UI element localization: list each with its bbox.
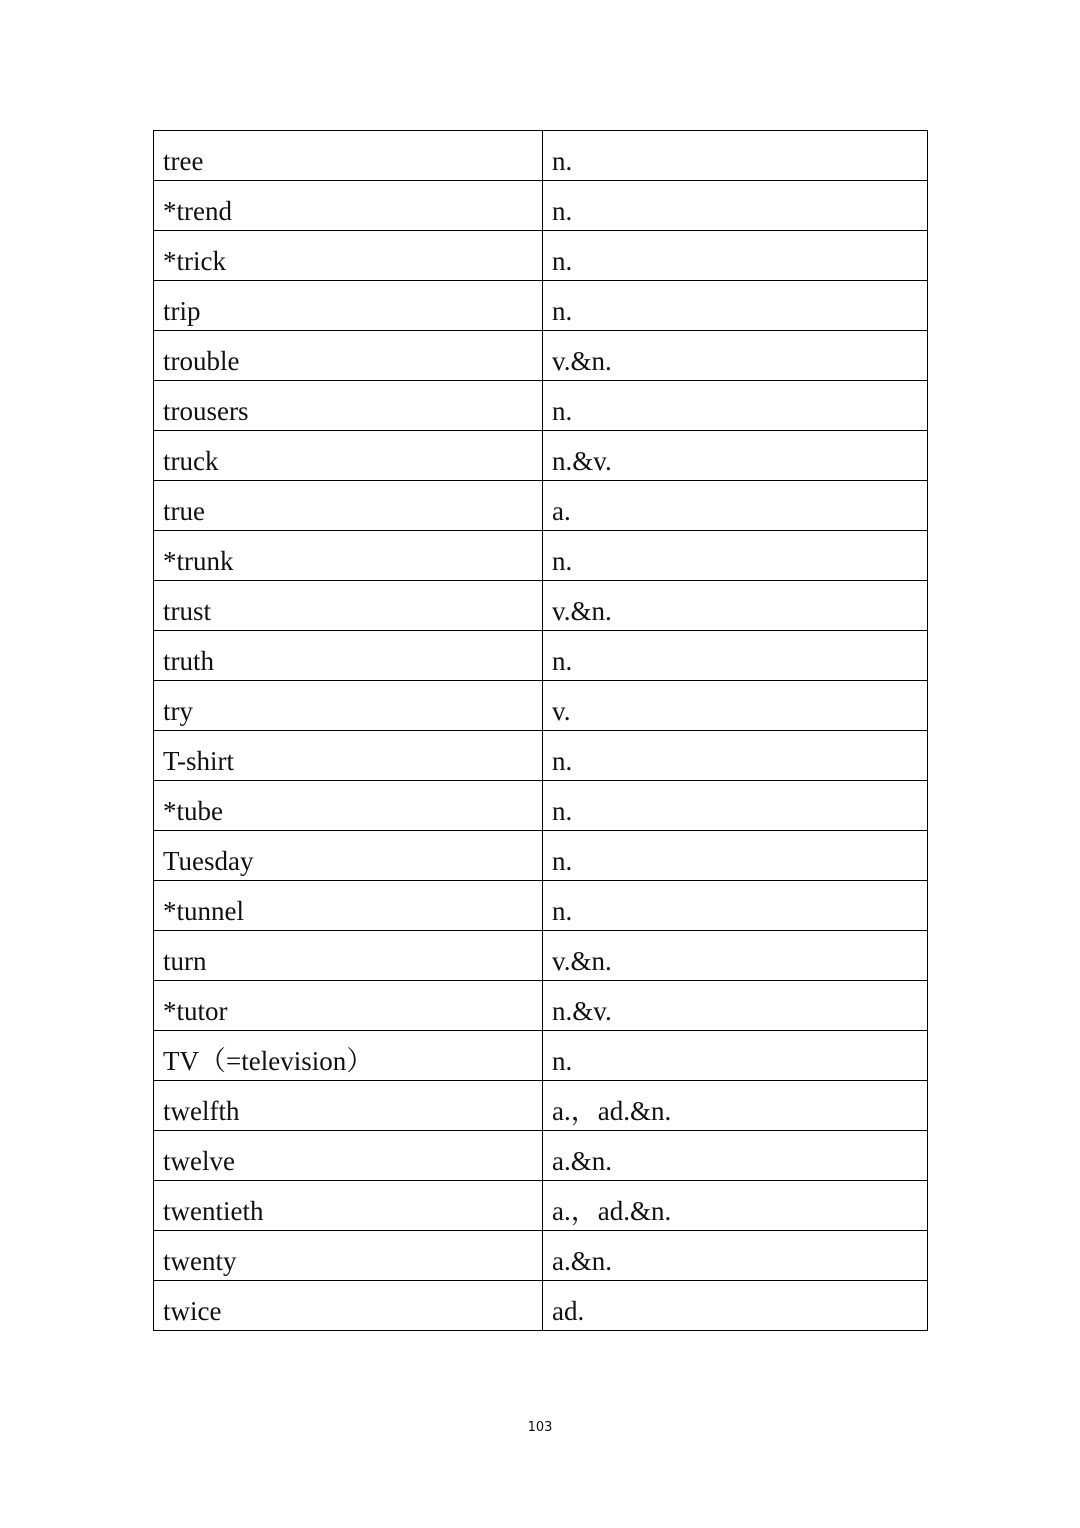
part-of-speech-text: n. — [552, 846, 573, 876]
table-row — [154, 181, 928, 231]
part-of-speech-cell — [543, 731, 928, 781]
part-of-speech-cell — [543, 181, 928, 231]
word-cell — [154, 1131, 543, 1181]
part-of-speech-cell — [543, 381, 928, 431]
table-row — [154, 1231, 928, 1281]
word-text: twenty — [163, 1246, 237, 1276]
part-of-speech-cell — [543, 581, 928, 631]
word-text: tree — [163, 146, 204, 176]
table-row — [154, 231, 928, 281]
word-cell — [154, 381, 543, 431]
word-text: twelve — [163, 1146, 235, 1176]
word-cell — [154, 581, 543, 631]
part-of-speech-cell — [543, 281, 928, 331]
word-cell — [154, 331, 543, 381]
word-text: twice — [163, 1296, 222, 1326]
part-of-speech-text: n. — [552, 246, 573, 276]
part-of-speech-cell — [543, 781, 928, 831]
part-of-speech-cell — [543, 1131, 928, 1181]
part-of-speech-cell — [543, 531, 928, 581]
word-text: trousers — [163, 396, 249, 426]
table-row — [154, 1031, 928, 1081]
word-text: true — [163, 496, 205, 526]
part-of-speech-text: n. — [552, 546, 573, 576]
part-of-speech-cell — [543, 1281, 928, 1331]
table-row — [154, 931, 928, 981]
table-row — [154, 381, 928, 431]
part-of-speech-text: v.&n. — [552, 946, 612, 976]
word-text: truck — [163, 446, 219, 476]
table-row — [154, 281, 928, 331]
part-of-speech-text: a.&n. — [552, 1246, 612, 1276]
table-row — [154, 481, 928, 531]
part-of-speech-cell — [543, 431, 928, 481]
word-cell — [154, 431, 543, 481]
word-cell — [154, 231, 543, 281]
table-row — [154, 681, 928, 731]
word-text: truth — [163, 646, 214, 676]
table-row — [154, 581, 928, 631]
part-of-speech-cell — [543, 231, 928, 281]
word-cell — [154, 281, 543, 331]
word-cell — [154, 881, 543, 931]
part-of-speech-text: n.&v. — [552, 446, 612, 476]
part-of-speech-text: a.，ad.&n. — [552, 1196, 672, 1226]
table-row — [154, 781, 928, 831]
word-cell — [154, 531, 543, 581]
part-of-speech-text: n.&v. — [552, 996, 612, 1026]
word-text: *tutor — [163, 996, 228, 1026]
word-text: trouble — [163, 346, 240, 376]
word-cell — [154, 1031, 543, 1081]
word-cell — [154, 1081, 543, 1131]
part-of-speech-cell — [543, 831, 928, 881]
table-row — [154, 1281, 928, 1331]
part-of-speech-text: n. — [552, 396, 573, 426]
table-row — [154, 831, 928, 881]
word-text: *trunk — [163, 546, 234, 576]
word-cell — [154, 931, 543, 981]
word-text: try — [163, 696, 193, 726]
table-row — [154, 631, 928, 681]
word-cell — [154, 781, 543, 831]
word-cell — [154, 181, 543, 231]
table-row — [154, 531, 928, 581]
page-number: 103 — [527, 1420, 553, 1435]
vocabulary-table — [153, 130, 928, 1331]
word-text: *trend — [163, 196, 232, 226]
word-text: *tube — [163, 796, 223, 826]
word-cell — [154, 731, 543, 781]
part-of-speech-text: n. — [552, 896, 573, 926]
word-text: *tunnel — [163, 896, 244, 926]
word-cell — [154, 481, 543, 531]
vocabulary-table-body — [154, 131, 928, 1331]
word-cell — [154, 831, 543, 881]
table-row — [154, 981, 928, 1031]
word-cell — [154, 681, 543, 731]
word-text: trip — [163, 296, 201, 326]
table-row — [154, 431, 928, 481]
word-cell — [154, 1231, 543, 1281]
word-text: TV（=television） — [163, 1046, 374, 1076]
part-of-speech-cell — [543, 1181, 928, 1231]
part-of-speech-cell — [543, 1231, 928, 1281]
part-of-speech-cell — [543, 931, 928, 981]
part-of-speech-text: v.&n. — [552, 346, 612, 376]
word-text: *trick — [163, 246, 226, 276]
part-of-speech-text: v.&n. — [552, 596, 612, 626]
word-cell — [154, 1281, 543, 1331]
part-of-speech-text: n. — [552, 646, 573, 676]
table-row — [154, 331, 928, 381]
word-text: T-shirt — [163, 746, 235, 776]
part-of-speech-cell — [543, 131, 928, 181]
part-of-speech-text: ad. — [552, 1296, 585, 1326]
part-of-speech-cell — [543, 481, 928, 531]
word-text: Tuesday — [163, 846, 254, 876]
part-of-speech-text: v. — [552, 696, 571, 726]
word-cell — [154, 631, 543, 681]
part-of-speech-text: a.&n. — [552, 1146, 612, 1176]
part-of-speech-cell — [543, 681, 928, 731]
part-of-speech-cell — [543, 881, 928, 931]
part-of-speech-cell — [543, 331, 928, 381]
table-row — [154, 881, 928, 931]
table-row — [154, 1131, 928, 1181]
part-of-speech-cell — [543, 631, 928, 681]
word-text: twelfth — [163, 1096, 240, 1126]
part-of-speech-text: n. — [552, 196, 573, 226]
part-of-speech-text: n. — [552, 796, 573, 826]
part-of-speech-text: a. — [552, 496, 571, 526]
part-of-speech-cell — [543, 1081, 928, 1131]
part-of-speech-cell — [543, 1031, 928, 1081]
part-of-speech-text: a.，ad.&n. — [552, 1096, 672, 1126]
part-of-speech-text: n. — [552, 146, 573, 176]
part-of-speech-text: n. — [552, 1046, 573, 1076]
table-row — [154, 1181, 928, 1231]
part-of-speech-text: n. — [552, 746, 573, 776]
part-of-speech-cell — [543, 981, 928, 1031]
word-text: trust — [163, 596, 212, 626]
part-of-speech-text: n. — [552, 296, 573, 326]
table-row — [154, 1081, 928, 1131]
table-row — [154, 131, 928, 181]
word-text: twentieth — [163, 1196, 264, 1226]
word-cell — [154, 131, 543, 181]
table-row — [154, 731, 928, 781]
word-text: turn — [163, 946, 207, 976]
word-cell — [154, 1181, 543, 1231]
word-cell — [154, 981, 543, 1031]
